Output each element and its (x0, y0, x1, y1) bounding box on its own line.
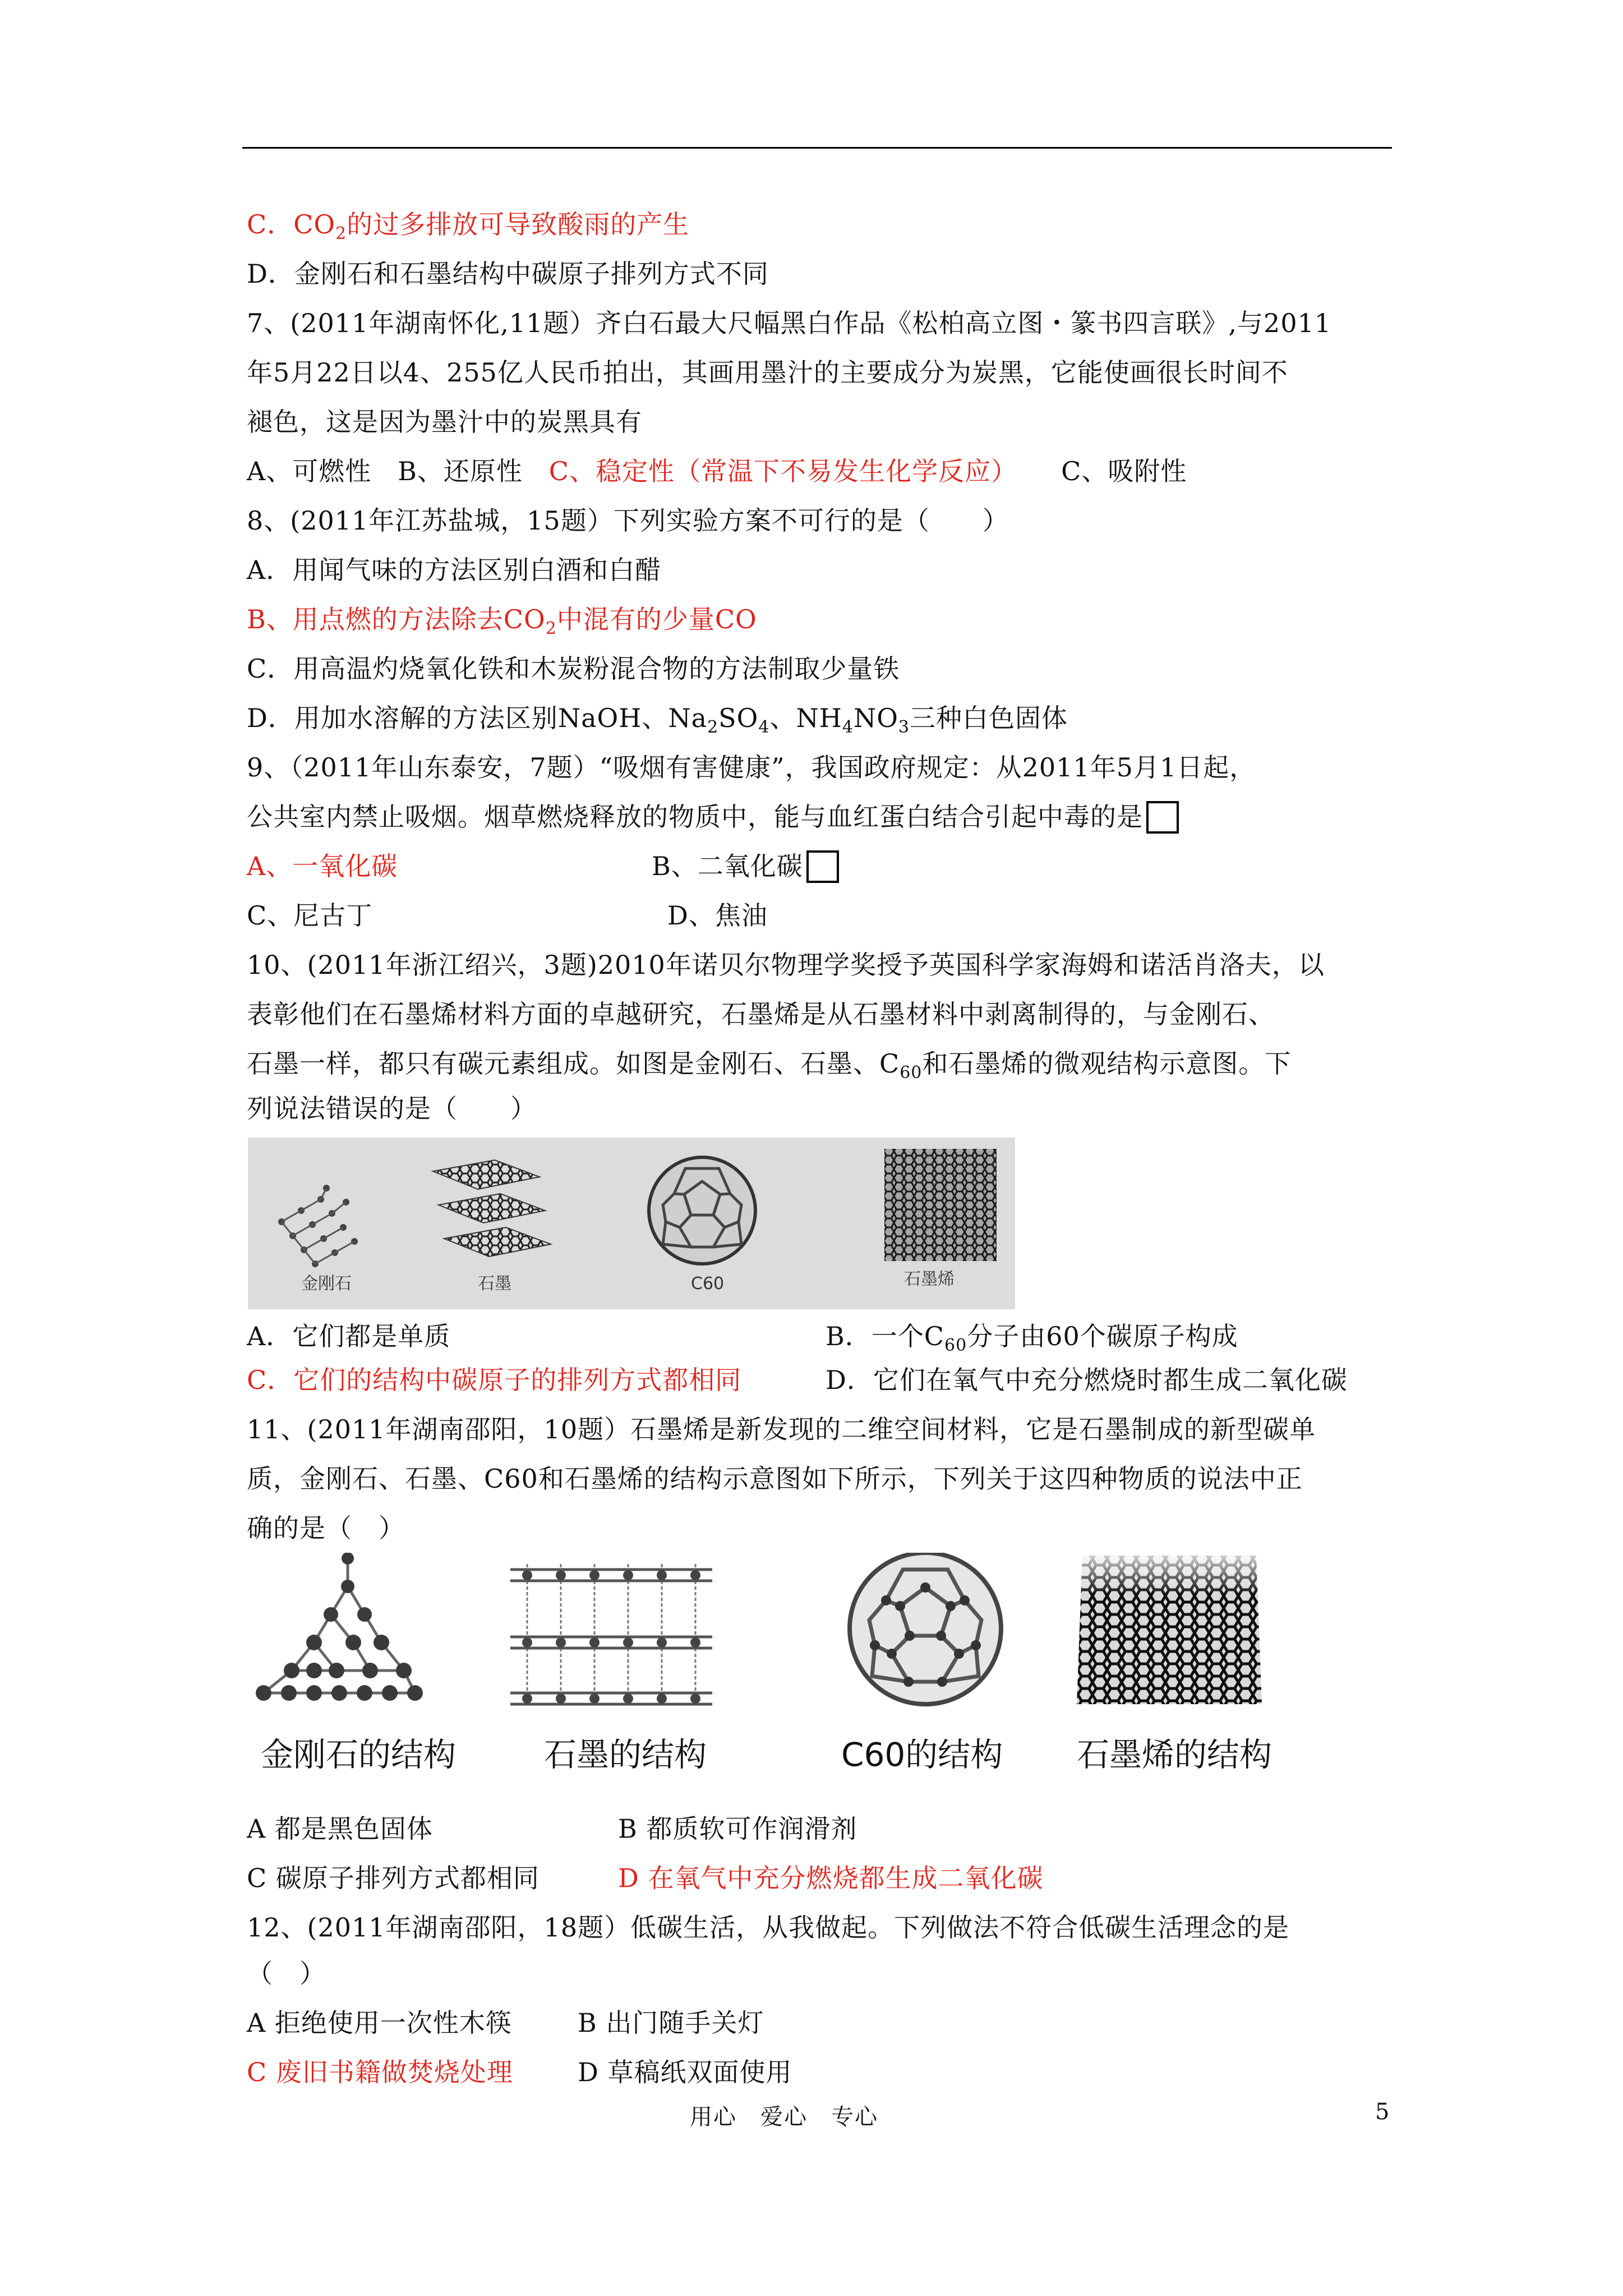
q9-text-1: 9、（2011年山东泰安，7题）“吸烟有害健康”，我国政府规定：从2011年5月1日起， (247, 752, 1256, 783)
q9-option-a: A、一氧化碳 (247, 851, 398, 881)
q6-option-d: D．金刚石和石墨结构中碳原子排列方式不同 (247, 259, 769, 289)
q11-option-a: A 都是黑色固体 (247, 1814, 433, 1844)
graphene-sheet-icon (1077, 1556, 1262, 1704)
page-footer: 用心 爱心 专心 (690, 2104, 878, 2130)
q10-option-a: A．它们都是单质 (247, 1321, 451, 1351)
q7-options (247, 454, 1187, 488)
figure1-label-c60: C60 (691, 1274, 725, 1294)
q8-option-d: D．用加水溶解的方法区别NaOH、$Na_2SO_4$、$NH_4NO_3$三种白色固体 (247, 703, 1068, 737)
answer-box (806, 850, 839, 883)
c60-molecule-icon (850, 1553, 1001, 1704)
q8-option-b: B、用点燃的方法除去$CO_2$中混有的少量CO (247, 604, 757, 638)
q10-option-b: B．一个$C_{60}$分子由60个碳原子构成 (826, 1321, 1238, 1355)
q7-option-d: C、吸附性 (1061, 456, 1187, 486)
figure2-label-graphene: 石墨烯的结构 (1077, 1736, 1272, 1774)
q10-option-c: C．它们的结构中碳原子的排列方式都相同 (247, 1365, 742, 1395)
figure2-label-c60: C60的结构 (841, 1736, 1003, 1774)
page-number: 5 (1375, 2099, 1390, 2125)
graphene-structure-icon (884, 1149, 997, 1261)
q11-text-3: 确的是（ ） (247, 1513, 405, 1543)
q9-options-ab (247, 849, 398, 883)
q9-text-2: 公共室内禁止吸烟。烟草燃烧释放的物质中，能与血红蛋白结合引起中毒的是 (247, 800, 1179, 834)
graphite-structure-icon (433, 1160, 551, 1257)
q7-option-a: A、可燃性 (247, 456, 372, 486)
carbon-structures-figure-1 (248, 1138, 1015, 1309)
figure1-label-graphene: 石墨烯 (904, 1269, 955, 1289)
q9-option-d: D、焦油 (667, 900, 768, 931)
q10-text-3: 石墨一样，都只有碳元素组成。如图是金刚石、石墨、$C_{60}$和石墨烯的微观结构示意图。下 (247, 1048, 1292, 1083)
q7-text-2: 年5月22日以4、255亿人民币拍出，其画用墨汁的主要成分为炭黑，它能使画很长时间不 (247, 357, 1288, 388)
figure2-label-diamond: 金刚石的结构 (261, 1736, 457, 1774)
q11-option-d: D 在氧气中充分燃烧都生成二氧化碳 (618, 1863, 1044, 1893)
diamond-structure-icon (278, 1185, 358, 1267)
q8-stem: 8、(2011年江苏盐城，15题）下列实验方案不可行的是（ ） (247, 505, 1009, 536)
q11-option-c: C 碳原子排列方式都相同 (247, 1863, 540, 1893)
q12-option-a: A 拒绝使用一次性木筷 (247, 2008, 512, 2038)
q12-bracket: （ ） (247, 1958, 326, 1989)
q12-option-c: C 废旧书籍做焚烧处理 (247, 2057, 513, 2087)
q10-text-2: 表彰他们在石墨烯材料方面的卓越研究，石墨烯是从石墨材料中剥离制得的，与金刚石、 (247, 999, 1275, 1029)
q7-option-c: C、稳定性（常温下不易发生化学反应） (548, 456, 1017, 486)
q12-stem: 12、(2011年湖南邵阳，18题）低碳生活，从我做起。下列做法不符合低碳生活理念的是 (247, 1912, 1290, 1943)
figure2-label-graphite: 石墨的结构 (544, 1736, 707, 1774)
q7-text-3: 褪色，这是因为墨汁中的炭黑具有 (247, 407, 642, 437)
carbon-structures-figure-2 (247, 1553, 1312, 1788)
q7-option-b: B、还原性 (398, 456, 523, 486)
q10-text-1: 10、(2011年浙江绍兴，3题)2010年诺贝尔物理学奖授予英国科学家海姆和诺活肖洛夫，以 (247, 950, 1325, 980)
q8-option-a: A．用闻气味的方法区别白酒和白醋 (247, 555, 662, 585)
figure1-label-diamond: 金刚石 (301, 1274, 352, 1294)
q8-option-c: C．用高温灼烧氧化铁和木炭粉混合物的方法制取少量铁 (247, 654, 900, 684)
diamond-lattice-icon (256, 1553, 423, 1701)
c60-structure-icon (649, 1157, 755, 1264)
q11-option-b: B 都质软可作润滑剂 (618, 1814, 857, 1844)
q11-text-1: 11、(2011年湖南邵阳，10题）石墨烯是新发现的二维空间材料，它是石墨制成的新型碳单 (247, 1414, 1316, 1444)
q7-text-1: 7、(2011年湖南怀化,11题）齐白石最大尺幅黑白作品《松柏高立图・篆书四言联》,与2011 (247, 308, 1332, 338)
answer-box (1146, 801, 1179, 834)
q10-option-d: D．它们在氧气中充分燃烧时都生成二氧化碳 (826, 1365, 1348, 1395)
header-rule (242, 147, 1392, 149)
q9-option-b: B、二氧化碳 (652, 849, 839, 883)
q6-option-c: C．$CO_2$的过多排放可导致酸雨的产生 (247, 209, 690, 243)
q12-option-b: B 出门随手关灯 (578, 2008, 764, 2038)
q11-text-2: 质，金刚石、石墨、C60和石墨烯的结构示意图如下所示，下列关于这四种物质的说法中正 (247, 1464, 1303, 1494)
graphite-lattice-icon (510, 1564, 712, 1704)
q10-text-4: 列说法错误的是（ ） (247, 1093, 537, 1124)
q9-option-c: C、尼古丁 (247, 900, 373, 931)
figure1-label-graphite: 石墨 (478, 1274, 511, 1294)
q12-option-d: D 草稿纸双面使用 (578, 2057, 792, 2087)
